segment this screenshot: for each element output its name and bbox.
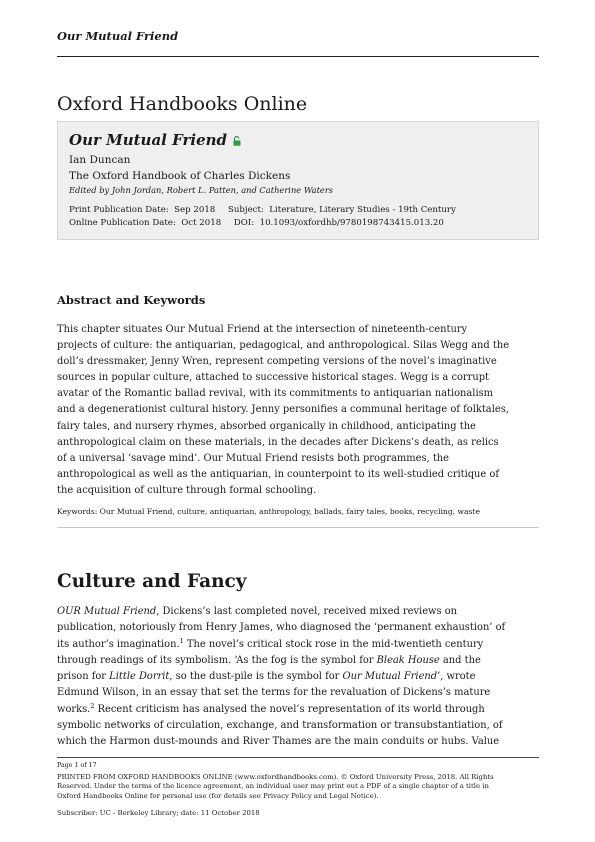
print-notice-line: PRINTED FROM OXFORD HANDBOOKS ONLINE (www.oxfordhandbooks.com). © Oxford University Press, 2018. All Rights (57, 773, 494, 781)
abstract-line: doll’s dressmaker, Jenny Wren, represent competing versions of the novel’s imaginative (57, 356, 497, 368)
body-italic-title: OUR Mutual Friend (57, 606, 157, 617)
body-text-run: works. (57, 703, 91, 715)
page-number: Page 1 of 17 (57, 762, 97, 769)
print-notice (57, 773, 539, 801)
chapter-title-text: Our Mutual Friend (69, 131, 228, 149)
chapter-info-box (57, 121, 539, 240)
abstract-heading: Abstract and Keywords (57, 293, 206, 307)
abstract-line: fairy tales, and nursery rhymes, absorbed organically in childhood, anticipating the (57, 420, 476, 432)
body-text-run: Edmund Wilson, in an essay that set the terms for the revaluation of Dickens’s mature (57, 687, 491, 699)
print-pub-date: Sep 2018 (174, 205, 216, 215)
keywords-line: Keywords: Our Mutual Friend, culture, antiquarian, anthropology, ballads, fairy tales, books, recycling, waste (57, 507, 480, 516)
abstract-line: This chapter situates Our Mutual Friend at the intersection of nineteenth-century (57, 324, 468, 335)
body-text-run: , so the dust-pile is the symbol for (169, 671, 343, 683)
body-text-run: symbolic networks of circulation, exchange, and transformation or transubstantiation, of (57, 720, 503, 732)
body-text-run: The novel’s critical stock rose in the mid-twentieth century (183, 638, 484, 650)
online-publication-row (69, 218, 444, 228)
open-lock-icon (233, 136, 241, 146)
body-italic-title: Little Dorrit (109, 671, 170, 683)
section-heading: Culture and Fancy (57, 571, 247, 592)
body-text-run: ’, wrote (437, 671, 476, 683)
abstract-line: the acquisition of culture through formal schooling. (57, 484, 317, 496)
body-text-run: , Dickens’s last completed novel, received mixed reviews on (156, 606, 458, 617)
abstract-paragraph (57, 322, 539, 499)
subject-label: Subject: (227, 205, 264, 215)
body-italic-title: Bleak House (376, 654, 440, 666)
subscriber-line: Subscriber: UC - Berkeley Library; date: 11 October 2018 (57, 809, 260, 817)
doi-value[interactable]: 10.1093/oxfordhb/9780198743415.013.20 (259, 218, 444, 228)
subject-value: Literature, Literary Studies - 19th Century (269, 205, 456, 215)
body-text-run: prison for (57, 671, 110, 683)
brand-title: Oxford Handbooks Online (57, 93, 308, 115)
abstract-line: and a degenerationist cultural history. Jenny personifies a communal heritage of folktales, (57, 404, 509, 416)
body-text-run: publication, notoriously from Henry James, who diagnosed the ‘permanent exhaustion’ of (57, 622, 506, 634)
doi-label: DOI: (233, 218, 255, 228)
abstract-line: anthropological claim on these materials, in the decades after Dickens’s death, as relics (57, 436, 499, 448)
online-pub-date: Oct 2018 (181, 218, 222, 228)
abstract-divider (57, 527, 539, 528)
abstract-line: anthropological as well as the antiquarian, in counterpoint to its well-studied critique of (57, 468, 499, 480)
editors-line: Edited by John Jordan, Robert L. Patten, and Catherine Waters (69, 185, 334, 195)
print-pub-label: Print Publication Date: (69, 205, 169, 215)
abstract-line: projects of culture: the antiquarian, pedagogical, and anthropological. Silas Wegg and the (57, 340, 510, 352)
online-pub-label: Online Publication Date: (69, 218, 176, 228)
body-italic-title: Our Mutual Friend (342, 671, 438, 683)
running-header-title: Our Mutual Friend (57, 29, 179, 43)
chapter-title (69, 131, 241, 149)
print-notice-line: Oxford Handbooks Online for personal use (for details see Privacy Policy and Legal Notice). (57, 791, 379, 800)
author-name: Ian Duncan (69, 154, 131, 166)
body-text-run: and the (439, 654, 481, 666)
abstract-line: avatar of the Romantic ballad revival, with its commitments to antiquarian nationalism (57, 388, 494, 400)
body-text-run: its author’s imagination. (57, 638, 180, 650)
print-publication-row (69, 205, 456, 215)
abstract-line: sources in popular culture, attached to successive historical stages. Wegg is a corrupt (57, 372, 490, 384)
footnote-ref-1[interactable]: 1 (179, 636, 184, 645)
body-paragraph (57, 604, 539, 751)
book-title: The Oxford Handbook of Charles Dickens (69, 170, 291, 182)
footnote-ref-2[interactable]: 2 (90, 701, 95, 710)
body-text-run: through readings of its symbolism. ‘As the fog is the symbol for (57, 654, 377, 666)
header-divider (57, 56, 539, 57)
body-text-run: Recent criticism has analysed the novel’s representation of its world through (94, 703, 485, 715)
body-text-run: which the Harmon dust-mounds and River Thames are the main conduits or hubs. Value (57, 736, 500, 748)
footer-divider (57, 757, 539, 758)
abstract-line: of a universal ‘savage mind’. Our Mutual Friend resists both programmes, the (57, 452, 449, 464)
print-notice-line: Reserved. Under the terms of the licence agreement, an individual user may print out a PDF of a single chapter of a title in (57, 782, 489, 791)
